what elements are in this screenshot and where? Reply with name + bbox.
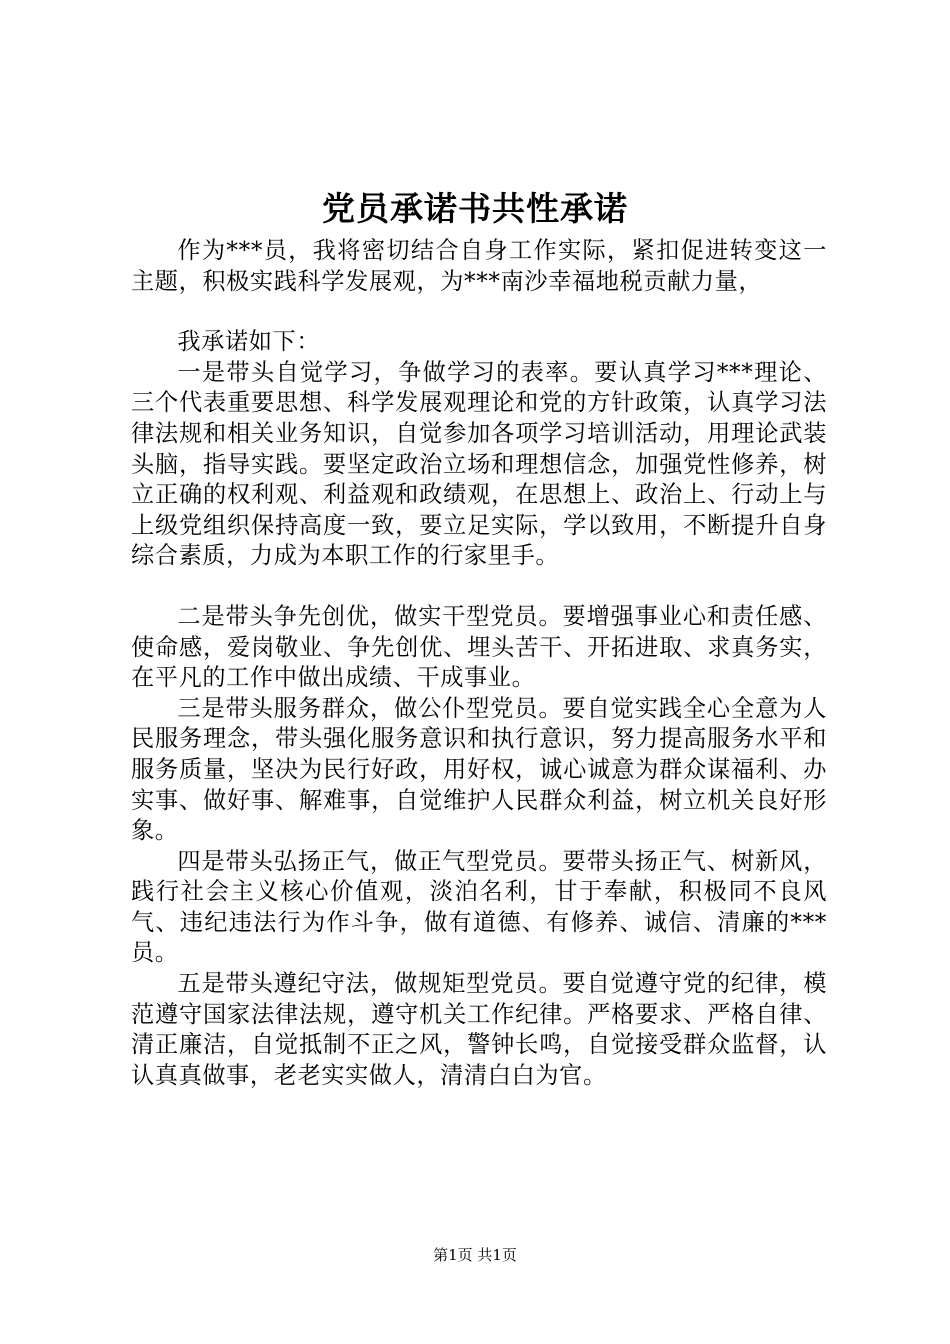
paragraph-pledge-4: 四是带头弘扬正气，做正气型党员。要带头扬正气、树新风，践行社会主义核心价值观，淡泊名利，甘于奉献，积极同不良风气、违纪违法行为作斗争，做有道德、有修养、诚信、清廉的***员。 — [131, 847, 827, 967]
paragraph-gap — [131, 572, 827, 602]
paragraph-pledge-5: 五是带头遵纪守法，做规矩型党员。要自觉遵守党的纪律，模范遵守国家法律法规，遵守机关工作纪律。严格要求、严格自律、清正廉洁，自觉抵制不正之风，警钟长鸣，自觉接受群众监督，认认真真做事，老老实实做人，清清白白为官。 — [131, 970, 827, 1089]
paragraph-pledge-heading: 我承诺如下： — [177, 328, 321, 356]
paragraph-pledge-2: 二是带头争先创优，做实干型党员。要增强事业心和责任感、使命感，爱岗敬业、争先创优、埋头苦干、开拓进取、求真务实，在平凡的工作中做出成绩、干成事业。 — [131, 602, 827, 692]
document-title: 党员承诺书共性承诺 — [322, 189, 628, 228]
paragraph-gap — [131, 297, 827, 327]
paragraph-intro: 作为***员，我将密切结合自身工作实际，紧扣促进转变这一主题，积极实践科学发展观，为***南沙幸福地税贡献力量， — [131, 237, 827, 295]
paragraph-pledge-1: 一是带头自觉学习，争做学习的表率。要认真学习***理论、三个代表重要思想、科学发展观理论和党的方针政策，认真学习法律法规和相关业务知识，自觉参加各项学习培训活动，用理论武装头脑，指导实践。要坚定政治立场和理想信念，加强党性修养，树立正确的权利观、利益观和政绩观，在思想上、政治上、行动上与上级党组织保持高度一致，要立足实际，学以致用，不断提升自身综合素质，力成为本职工作的行家里手。 — [131, 358, 827, 570]
page-number-footer: 第1页 共1页 — [433, 1246, 517, 1264]
paragraph-pledge-3: 三是带头服务群众，做公仆型党员。要自觉实践全心全意为人民服务理念，带头强化服务意识和执行意识，努力提高服务水平和服务质量，坚决为民行好政，用好权，诚心诚意为群众谋福利、办实事、做好事、解难事，自觉维护人民群众利益，树立机关良好形象。 — [131, 694, 827, 845]
document-body — [131, 236, 827, 1091]
